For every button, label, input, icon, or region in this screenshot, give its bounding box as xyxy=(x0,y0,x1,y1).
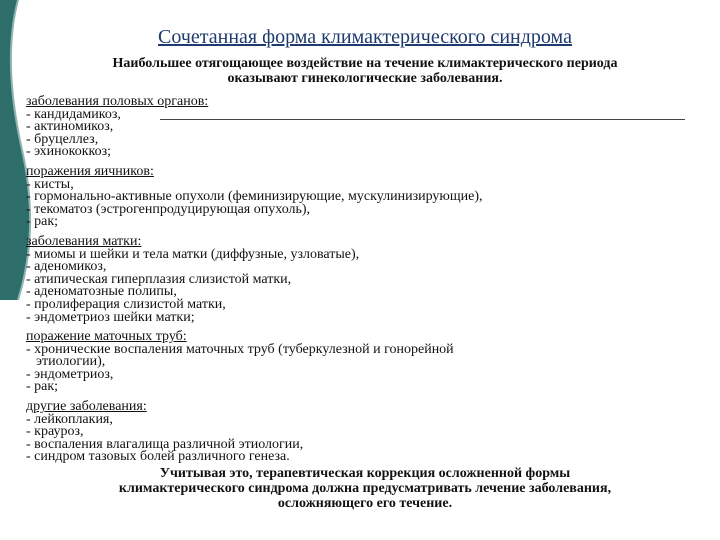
list-item: - воспаления влагалища различной этиологии, xyxy=(26,436,304,452)
intro-line: оказывают гинекологические заболевания. xyxy=(227,71,503,86)
list-item: - пролиферация слизистой матки, xyxy=(26,296,226,312)
list-item: - эндометриоз, xyxy=(26,366,114,382)
list-item: - рак; xyxy=(26,379,59,395)
list-item: - аденоматозные полипы, xyxy=(26,284,177,300)
list-item: - кандидамикоз, xyxy=(26,106,121,122)
section-ovaries xyxy=(26,163,696,230)
intro-paragraph xyxy=(30,56,700,86)
list-item: - гормонально-активные опухоли (феминизирующие, мускулинизирующие), xyxy=(26,189,483,205)
list-item: - миомы и шейки и тела матки (диффузные, узловатые), xyxy=(26,246,360,262)
list-item: - аденомикоз, xyxy=(26,259,107,275)
list-item: этиологии), xyxy=(36,354,106,370)
conclusion-line: Учитывая это, терапевтическая коррекция осложненной формы xyxy=(159,466,571,481)
section-uterus xyxy=(26,233,696,325)
conclusion-line: климактерического синдрома должна предусматривать лечение заболевания, xyxy=(118,481,612,496)
intro-line: Наибольшее отягощающее воздействие на течение климактерического периода xyxy=(112,56,618,71)
section-fallopian-tubes xyxy=(26,331,696,394)
list-item: - рак; xyxy=(26,214,59,230)
list-item: - хронические воспаления маточных труб (туберкулезной и гонорейной xyxy=(26,341,454,357)
list-item: - крауроз, xyxy=(26,424,84,440)
section-genital-organs xyxy=(26,96,696,159)
list-item: - эндометриоз шейки матки; xyxy=(26,309,195,325)
conclusion-line: осложняющего его течение. xyxy=(277,496,453,511)
list-item: - эхинококкоз; xyxy=(26,144,112,160)
section-heading: поражение маточных труб: xyxy=(26,329,187,345)
list-item: - атипическая гиперплазия слизистой матки, xyxy=(26,271,292,287)
section-heading: другие заболевания: xyxy=(26,399,147,415)
conclusion-paragraph xyxy=(30,466,700,511)
list-item: - текоматоз (эстрогенпродуцирующая опухоль), xyxy=(26,201,311,217)
section-heading: заболевания половых органов: xyxy=(26,94,209,109)
list-item: - актиномикоз, xyxy=(26,119,114,135)
slide-title: Сочетанная форма климактерического синдрома xyxy=(158,26,572,48)
section-other xyxy=(26,401,696,464)
list-item: - бруцеллез, xyxy=(26,131,99,147)
section-heading: поражения яичников: xyxy=(26,163,154,179)
list-item: - синдром тазовых болей различного генеза. xyxy=(26,449,290,465)
section-heading: заболевания матки: xyxy=(26,233,142,249)
list-item: - лейкоплакия, xyxy=(26,411,113,427)
list-item: - кисты, xyxy=(26,176,74,192)
disease-list xyxy=(26,96,696,464)
